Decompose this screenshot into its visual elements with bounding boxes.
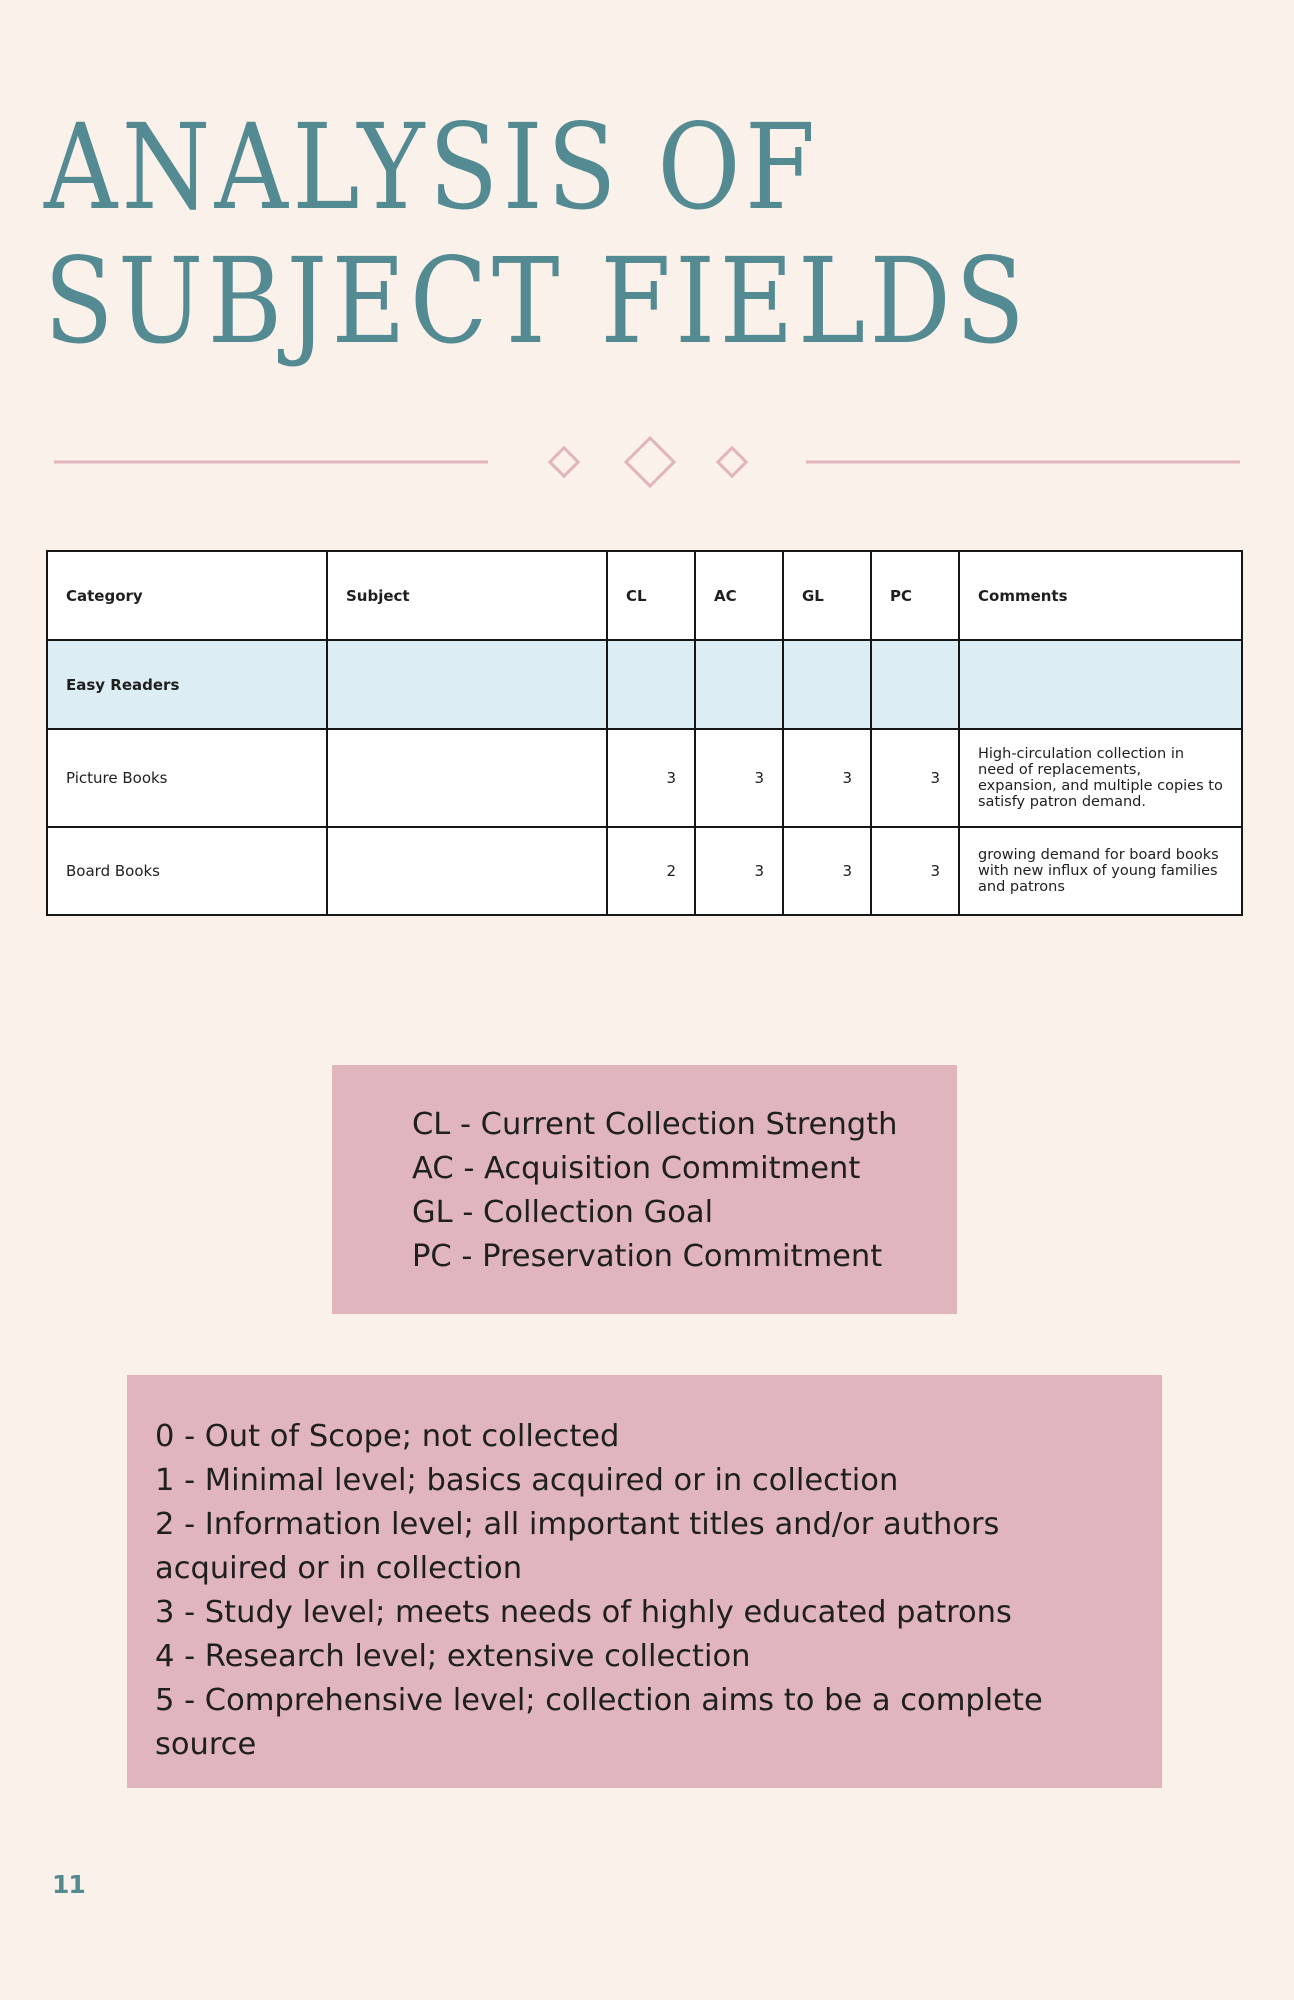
row-comments: High-circulation collection in need of replacements, expansion, and multiple copies to satisfy patron demand. xyxy=(959,729,1242,827)
table-row xyxy=(47,729,1242,827)
scale-item-0: 0 - Out of Scope; not collected xyxy=(155,1419,620,1454)
group-cell xyxy=(783,640,871,729)
group-cell xyxy=(607,640,695,729)
header-ac: AC xyxy=(695,551,783,640)
row-pc: 3 xyxy=(871,827,959,915)
row-gl: 3 xyxy=(783,827,871,915)
page-number: 11 xyxy=(52,1870,85,1899)
divider-diamond-large-icon xyxy=(626,438,674,486)
scale-item-4: 4 - Research level; extensive collection xyxy=(155,1639,751,1674)
decorative-divider xyxy=(54,432,1240,492)
divider-diamond-small-left-icon xyxy=(550,448,578,476)
row-ac: 3 xyxy=(695,827,783,915)
header-pc: PC xyxy=(871,551,959,640)
legend-item-pc: PC - Preservation Commitment xyxy=(412,1239,883,1274)
legend-item-gl: GL - Collection Goal xyxy=(412,1195,714,1230)
row-cl: 2 xyxy=(607,827,695,915)
table-header-row xyxy=(47,551,1242,640)
divider-diamond-small-right-icon xyxy=(718,448,746,476)
table-row xyxy=(47,827,1242,915)
header-cl: CL xyxy=(607,551,695,640)
legend-item-ac: AC - Acquisition Commitment xyxy=(412,1151,861,1186)
abbreviation-legend xyxy=(332,1065,957,1314)
row-category: Picture Books xyxy=(47,729,327,827)
scale-item-3: 3 - Study level; meets needs of highly educated patrons xyxy=(155,1595,1012,1630)
group-cell xyxy=(959,640,1242,729)
level-scale-legend xyxy=(127,1375,1162,1788)
row-pc: 3 xyxy=(871,729,959,827)
header-subject: Subject xyxy=(327,551,607,640)
group-cell xyxy=(327,640,607,729)
header-gl: GL xyxy=(783,551,871,640)
legend-item-cl: CL - Current Collection Strength xyxy=(412,1107,898,1142)
row-category: Board Books xyxy=(47,827,327,915)
row-subject xyxy=(327,729,607,827)
scale-item-1: 1 - Minimal level; basics acquired or in collection xyxy=(155,1463,899,1498)
group-label: Easy Readers xyxy=(47,640,327,729)
header-category: Category xyxy=(47,551,327,640)
row-comments: growing demand for board books with new influx of young families and patrons xyxy=(959,827,1242,915)
header-comments: Comments xyxy=(959,551,1242,640)
page-title-line-2: SUBJECT FIELDS xyxy=(44,232,1030,370)
group-cell xyxy=(871,640,959,729)
scale-item-5: 5 - Comprehensive level; collection aims to be a complete source xyxy=(155,1683,1043,1762)
table-group-row xyxy=(47,640,1242,729)
row-cl: 3 xyxy=(607,729,695,827)
scale-item-2: 2 - Information level; all important titles and/or authors acquired or in collection xyxy=(155,1507,1000,1586)
row-ac: 3 xyxy=(695,729,783,827)
row-gl: 3 xyxy=(783,729,871,827)
row-subject xyxy=(327,827,607,915)
page-title-line-1: ANALYSIS OF xyxy=(44,98,820,236)
page-title xyxy=(44,100,1189,368)
group-cell xyxy=(695,640,783,729)
subject-analysis-table xyxy=(46,550,1243,916)
